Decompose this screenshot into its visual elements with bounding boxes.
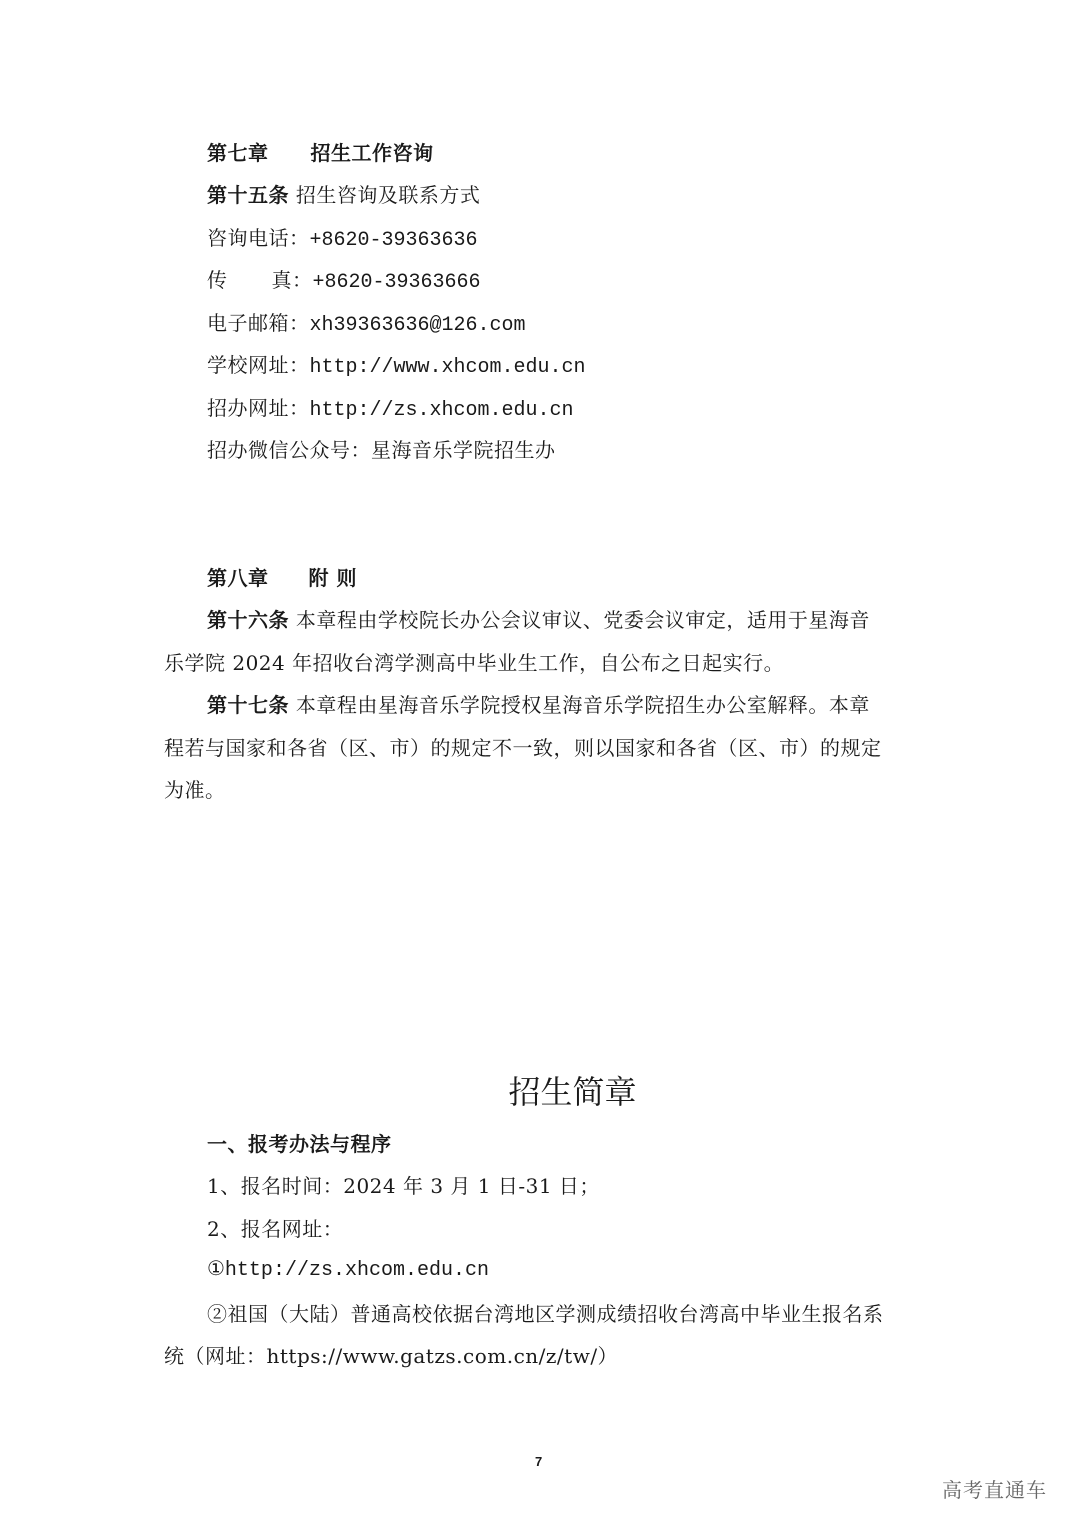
article-label: 第十五条 [207, 183, 289, 207]
registration-url-label: 2、报名网址： [207, 1217, 344, 1241]
contact-phone [207, 224, 478, 255]
contact-label: 电子邮箱： [207, 311, 310, 335]
chapter7-heading [207, 139, 434, 167]
admissions-website-link[interactable]: http://zs.xhcom.edu.cn [309, 399, 574, 422]
chapter-title: 附 则 [308, 566, 357, 590]
school-website-link[interactable]: http://www.xhcom.edu.cn [309, 356, 586, 379]
article-text: 本章程由学校院长办公会议审议、党委会议审定，适用于星海音 [295, 608, 870, 632]
section1-heading: 一、报考办法与程序 [207, 1132, 392, 1156]
contact-label: 传 [207, 268, 228, 292]
contact-value: +8620-39363636 [309, 229, 478, 252]
registration-url-2-line1: ②祖国（大陆）普通高校依据台湾地区学测成绩招收台湾高中毕业生报名系 [207, 1302, 884, 1326]
chapter8-heading [207, 564, 357, 592]
contact-label: 招办微信公众号： [207, 438, 371, 462]
registration-url-2-line2[interactable]: 统（网址：https://www.gatzs.com.cn/z/tw/） [164, 1344, 619, 1368]
contact-label: 咨询电话： [207, 226, 310, 250]
article17-line2: 程若与国家和各省（区、市）的规定不一致，则以国家和各省（区、市）的规定 [164, 736, 882, 760]
contact-fax [207, 266, 481, 297]
article16-line1 [207, 606, 870, 634]
page-number: 7 [535, 1454, 543, 1469]
article-label: 第十七条 [207, 693, 289, 717]
email-link[interactable]: xh39363636@126.com [309, 314, 526, 337]
watermark: 高考直通车 [942, 1478, 1047, 1502]
article17-line3: 为准。 [164, 778, 226, 802]
contact-school-website [207, 351, 586, 382]
article-title: 招生咨询及联系方式 [295, 183, 481, 207]
contact-wechat [207, 436, 556, 464]
article17-line1 [207, 691, 870, 719]
chapter-number: 第七章 [207, 141, 269, 165]
chapter-title: 招生工作咨询 [310, 141, 434, 165]
article15-heading [207, 181, 480, 209]
brochure-title: 招生简章 [508, 1073, 637, 1111]
article16-line2: 乐学院 2024 年招收台湾学测高中毕业生工作，自公布之日起实行。 [164, 651, 785, 675]
contact-label: 真： [271, 268, 313, 292]
contact-value: 星海音乐学院招生办 [371, 438, 556, 462]
contact-value: +8620-39363666 [312, 271, 481, 294]
chapter-number: 第八章 [207, 566, 269, 590]
contact-label: 学校网址： [207, 353, 310, 377]
contact-email [207, 309, 526, 340]
contact-admissions-website [207, 394, 574, 425]
article-text: 本章程由星海音乐学院授权星海音乐学院招生办公室解释。本章 [295, 693, 870, 717]
registration-url-1[interactable]: ①http://zs.xhcom.edu.cn [207, 1259, 489, 1282]
contact-label: 招办网址： [207, 396, 310, 420]
registration-time: 1、报名时间：2024 年 3 月 1 日-31 日； [207, 1174, 600, 1198]
article-label: 第十六条 [207, 608, 289, 632]
